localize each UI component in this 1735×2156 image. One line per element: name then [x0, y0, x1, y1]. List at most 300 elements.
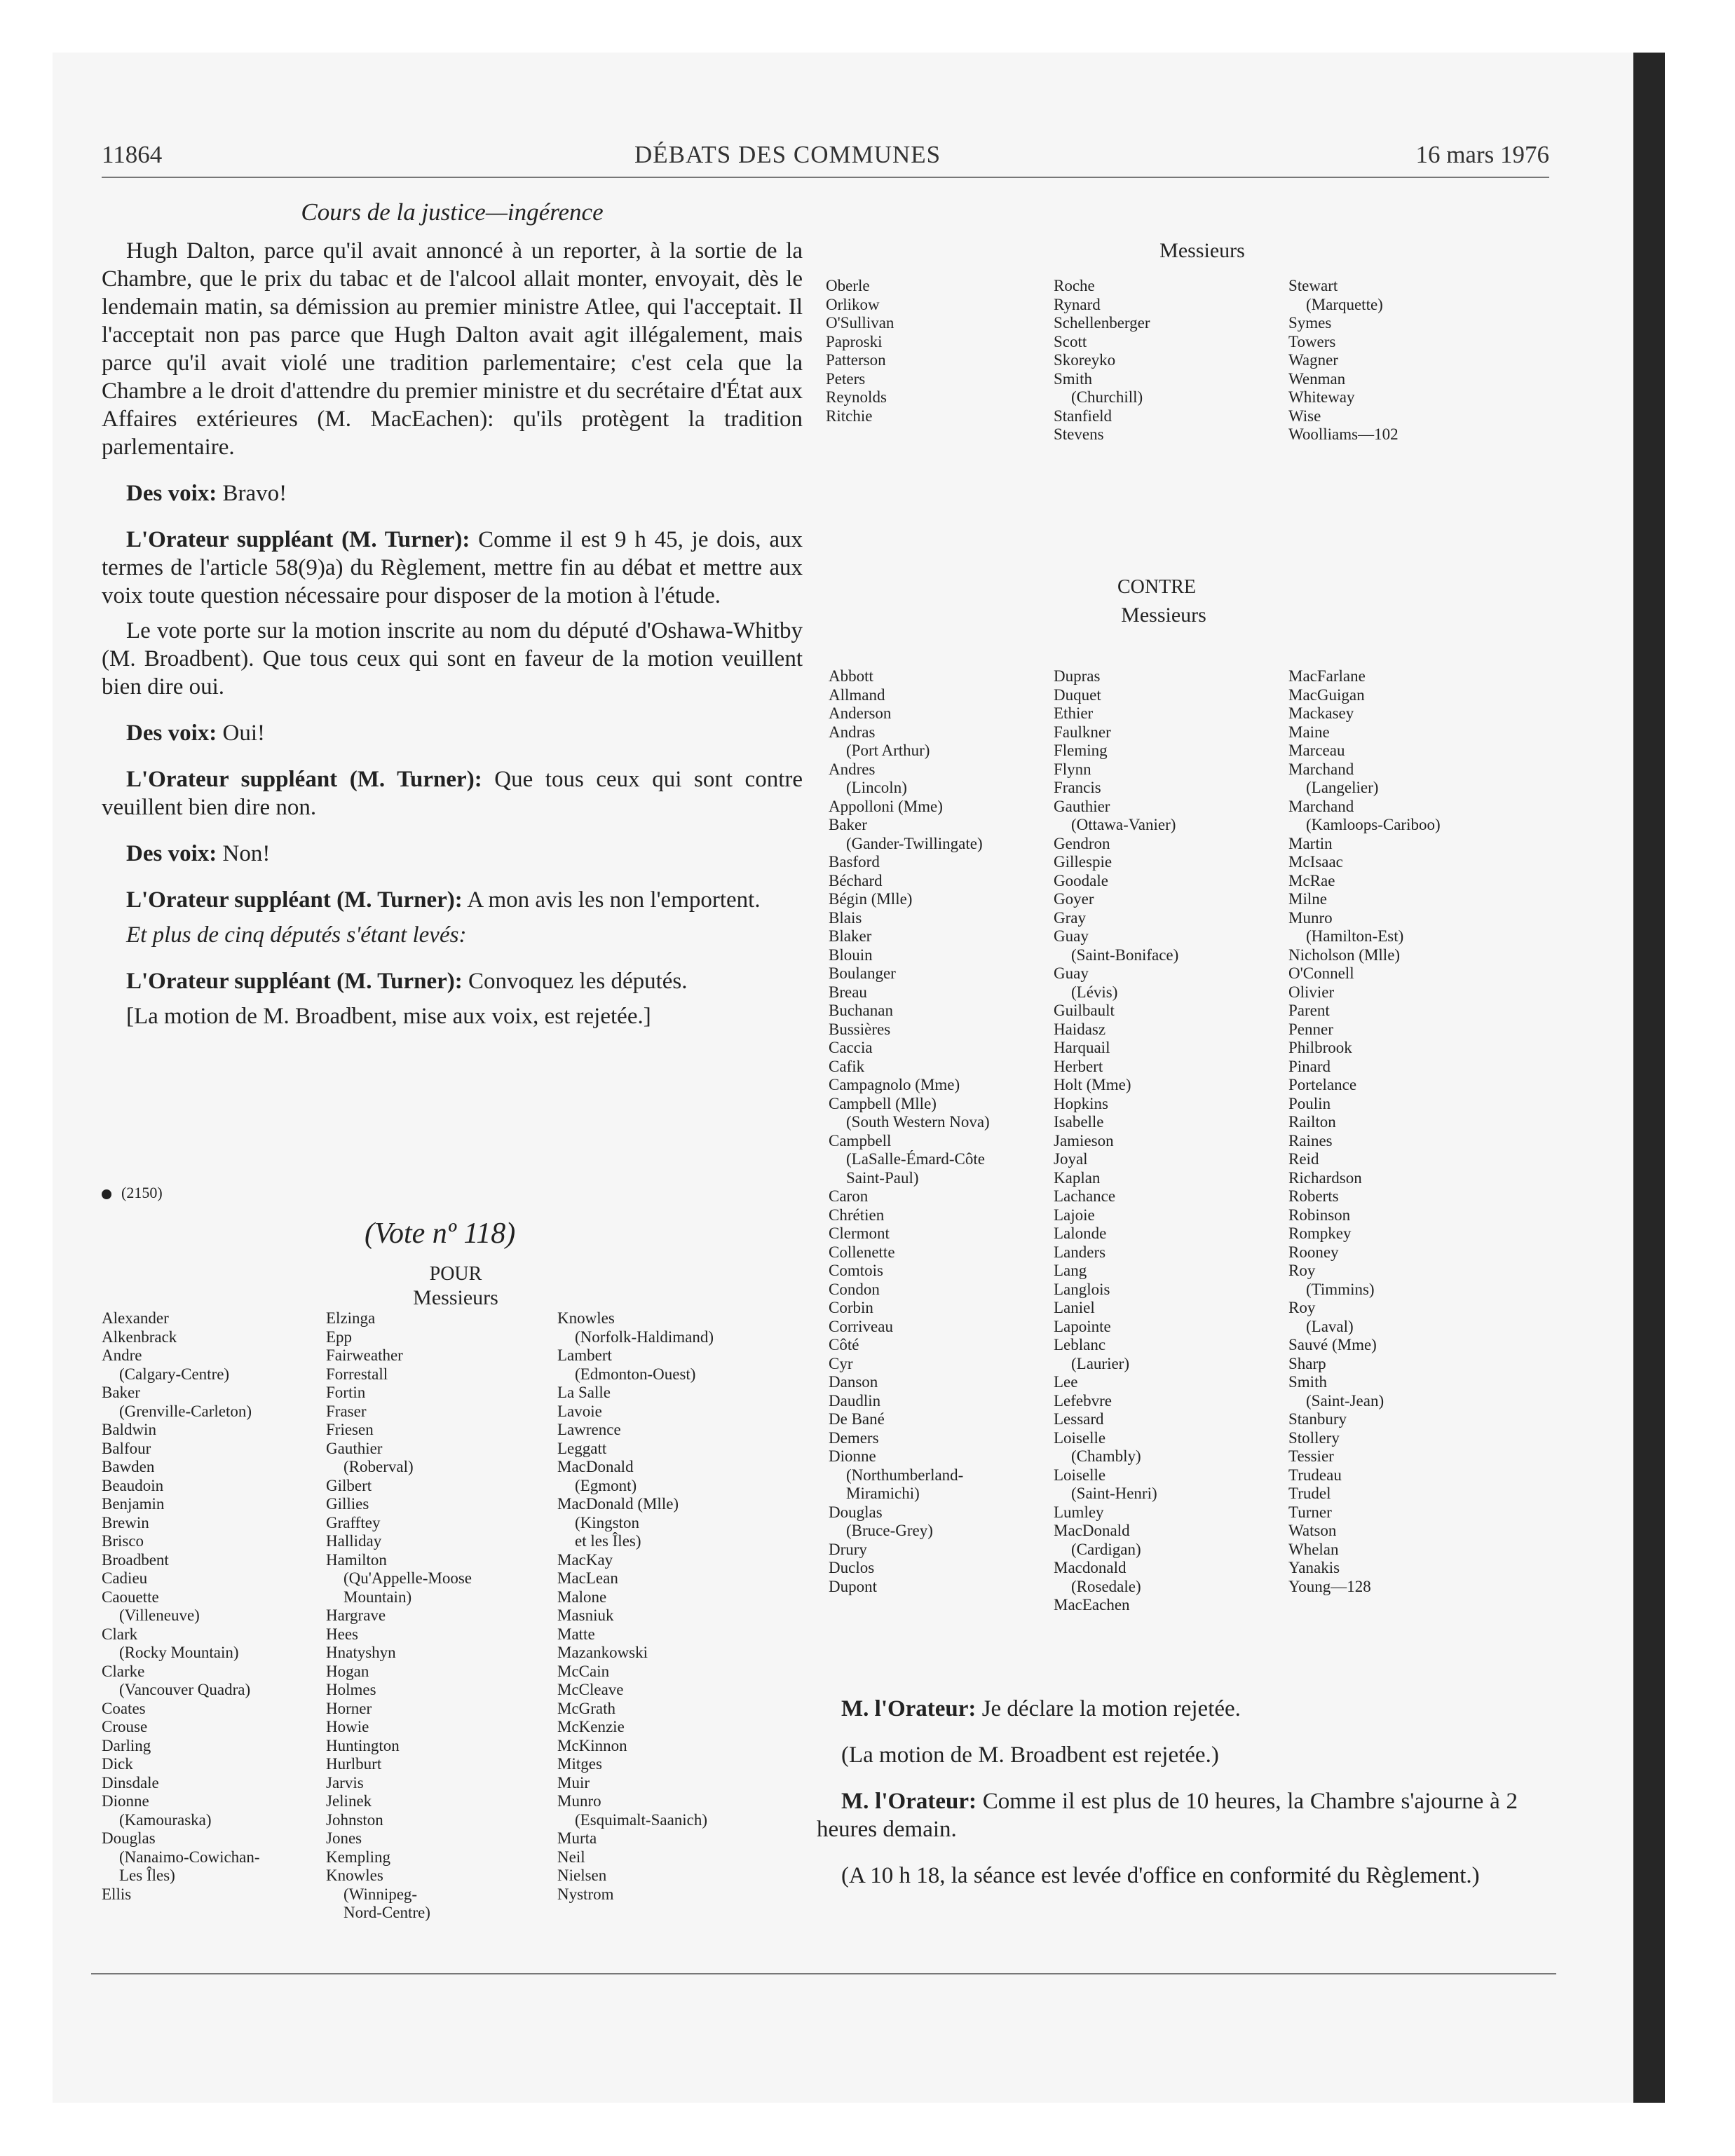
member-name: Ellis: [102, 1885, 132, 1903]
member-name: Brewin: [102, 1513, 149, 1531]
member-name: Kaplan: [1054, 1168, 1101, 1187]
member-name: Daudlin: [829, 1391, 881, 1410]
member-name: Lawrence: [557, 1421, 621, 1438]
member-name: Yanakis: [1288, 1559, 1340, 1576]
member-name: Knowles: [326, 1867, 383, 1884]
member-name: Maine: [1288, 723, 1330, 741]
member-name: Rooney: [1288, 1243, 1339, 1261]
member-name: et les Îles): [575, 1532, 641, 1550]
member-name: (Rocky Mountain): [119, 1644, 239, 1661]
member-name: (Gander-Twillingate): [846, 834, 983, 852]
member-name: Gray: [1054, 908, 1086, 927]
member-name: Wenman: [1288, 369, 1346, 388]
member-name: Hargrave: [326, 1606, 386, 1624]
member-name: Brisco: [102, 1532, 144, 1550]
member-name: Milne: [1288, 890, 1327, 908]
member-name: Oberle: [826, 277, 870, 294]
member-name: Broadbent: [102, 1550, 169, 1569]
member-name: (Bruce-Grey): [846, 1522, 933, 1539]
speaker: L'Orateur suppléant (M. Turner):: [126, 767, 482, 792]
member-name: Whelan: [1288, 1540, 1339, 1558]
paragraph: L'Orateur suppléant (M. Turner): Que tous ceux qui sont contre veuillent bien dire non.: [102, 767, 803, 820]
member-name: Mitges: [557, 1755, 602, 1773]
contre-names-col-1: [829, 667, 990, 1596]
member-name: Mazankowski: [557, 1644, 648, 1661]
member-name: Roy: [1288, 1262, 1316, 1279]
member-name: (Villeneuve): [119, 1606, 200, 1624]
member-name: Scott: [1054, 332, 1087, 350]
member-name: Masniuk: [557, 1606, 614, 1624]
member-name: (Port Arthur): [846, 742, 930, 759]
member-name: O'Connell: [1288, 964, 1354, 982]
member-name: Guay: [1054, 927, 1089, 945]
member-name: Sauvé (Mme): [1288, 1336, 1377, 1353]
member-name: Laniel: [1054, 1299, 1095, 1316]
right-column-text: [817, 1695, 1518, 1908]
member-name: Lalonde: [1054, 1224, 1107, 1242]
member-name: MacFarlane: [1288, 667, 1366, 685]
member-name: Skoreyko: [1054, 351, 1116, 369]
member-name: O'Sullivan: [826, 314, 894, 332]
member-name: Loiselle: [1054, 1466, 1106, 1484]
member-name: Rynard: [1054, 295, 1101, 313]
member-name: Lang: [1054, 1262, 1087, 1279]
member-name: Breau: [829, 983, 867, 1001]
member-name: Kempling: [326, 1848, 390, 1866]
member-name: Duquet: [1054, 685, 1101, 704]
member-name: Lapointe: [1054, 1317, 1111, 1335]
member-name: Lefebvre: [1054, 1391, 1112, 1410]
speaker: L'Orateur suppléant (M. Turner):: [126, 887, 463, 913]
member-name: (Hamilton-Est): [1306, 927, 1404, 945]
member-name: (Churchill): [1071, 388, 1143, 406]
member-name: Ritchie: [826, 407, 873, 425]
pour-messieurs-heading: Messieurs: [413, 1286, 498, 1309]
member-name: Corriveau: [829, 1317, 893, 1335]
member-name: (Laval): [1306, 1317, 1354, 1335]
member-name: Munro: [557, 1792, 601, 1810]
member-name: Macdonald: [1054, 1559, 1127, 1576]
member-name: Caccia: [829, 1039, 873, 1056]
member-name: (Qu'Appelle-Moose: [343, 1569, 472, 1587]
member-name: Clarke: [102, 1662, 145, 1680]
member-name: Saint-Paul): [846, 1168, 919, 1187]
member-name: Lumley: [1054, 1503, 1104, 1521]
scan-edge-shadow: [1633, 53, 1665, 2103]
member-name: Hogan: [326, 1662, 369, 1680]
member-name: Comtois: [829, 1262, 883, 1279]
member-name: Guilbault: [1054, 1002, 1115, 1019]
member-name: Olivier: [1288, 983, 1335, 1001]
member-name: MacEachen: [1054, 1596, 1130, 1613]
speaker: M. l'Orateur:: [841, 1696, 977, 1721]
member-name: Hnatyshyn: [326, 1644, 396, 1661]
pour-continued-names-col-3: [1288, 277, 1399, 444]
member-name: Demers: [829, 1428, 879, 1447]
member-name: (Calgary-Centre): [119, 1365, 230, 1383]
member-name: Jelinek: [326, 1792, 372, 1810]
member-name: (Kingston: [575, 1513, 639, 1531]
member-name: Friesen: [326, 1421, 374, 1438]
member-name: Trudel: [1288, 1485, 1331, 1502]
member-name: Clermont: [829, 1224, 890, 1242]
member-name: Isabelle: [1054, 1113, 1104, 1131]
paragraph: Des voix: Non!: [126, 841, 271, 866]
member-name: MacGuigan: [1288, 685, 1365, 704]
member-name: Mountain): [343, 1588, 412, 1606]
member-name: MacKay: [557, 1550, 613, 1569]
page-number: 11864: [102, 141, 163, 168]
member-name: Nielsen: [557, 1867, 607, 1884]
member-name: Fairweather: [326, 1346, 403, 1364]
header-divider: [102, 177, 1549, 178]
member-name: (Esquimalt-Saanich): [575, 1810, 708, 1829]
member-name: Muir: [557, 1773, 590, 1792]
member-name: Campbell (Mlle): [829, 1094, 937, 1112]
pour-names-col-3: [557, 1309, 714, 1904]
member-name: Stanbury: [1288, 1410, 1347, 1428]
member-name: Abbott: [829, 667, 873, 685]
member-name: (Egmont): [575, 1476, 637, 1494]
member-name: Towers: [1288, 332, 1336, 350]
paragraph: M. l'Orateur: Je déclare la motion rejetée.: [841, 1696, 1241, 1721]
member-name: (Saint-Henri): [1071, 1485, 1157, 1502]
member-name: Lavoie: [557, 1402, 602, 1420]
member-name: Lajoie: [1054, 1206, 1095, 1224]
member-name: Appolloni (Mme): [829, 797, 943, 815]
member-name: McGrath: [557, 1699, 616, 1717]
bullet-dot: [102, 1189, 111, 1199]
member-name: Marchand: [1288, 797, 1354, 815]
member-name: Duclos: [829, 1559, 875, 1576]
member-name: Forrestall: [326, 1365, 388, 1383]
member-name: Campbell: [829, 1131, 892, 1149]
member-name: Holmes: [326, 1681, 376, 1698]
member-name: (Northumberland-: [846, 1466, 964, 1484]
member-name: Patterson: [826, 351, 886, 369]
member-name: Poulin: [1288, 1094, 1331, 1112]
member-name: Nystrom: [557, 1885, 614, 1903]
member-name: (Kamouraska): [119, 1810, 212, 1829]
member-name: Martin: [1288, 834, 1333, 852]
paragraph: (A 10 h 18, la séance est levée d'office en conformité du Règlement.): [841, 1863, 1480, 1888]
member-name: Cafik: [829, 1057, 865, 1075]
issue-date: 16 mars 1976: [1415, 141, 1549, 168]
member-name: Hamilton: [326, 1550, 387, 1569]
member-name: (Vancouver Quadra): [119, 1681, 251, 1698]
member-name: Ethier: [1054, 704, 1094, 722]
pour-continued-names-col-2: [1054, 277, 1150, 444]
member-name: Coates: [102, 1699, 146, 1717]
member-name: Gilbert: [326, 1476, 372, 1494]
paragraph: Hugh Dalton, parce qu'il avait annoncé à un reporter, à la sortie de la Chambre, que le prix du tabac et de l'alcool allait monter, envoyait, dès le lendemain matin, sa démission au premier ministre Atlee, qui l'acceptait. Il l'acceptait non pas parce que Hugh Dalton avait agit illégalement, mais parce qu'il avait violé une tradition parlementaire; c'est cela que la Chambre a le droit d'attendre du premier ministre et du secrétaire d'État aux Affaires extérieures (M. MacEachen): qu'ils protègent la tradition parlementaire.: [102, 238, 803, 460]
member-name: Wagner: [1288, 351, 1338, 369]
member-name: Dupras: [1054, 667, 1101, 685]
member-name: Elzinga: [326, 1309, 376, 1327]
member-name: Stollery: [1288, 1428, 1340, 1447]
speaker: Des voix:: [126, 841, 217, 866]
member-name: Stanfield: [1054, 407, 1113, 425]
member-name: Smith: [1288, 1373, 1327, 1391]
member-name: (Cardigan): [1071, 1540, 1141, 1558]
member-name: (Edmonton-Ouest): [575, 1365, 696, 1383]
member-name: Balfour: [102, 1439, 151, 1457]
member-name: Knowles: [557, 1309, 615, 1327]
member-name: Stewart: [1288, 277, 1338, 294]
member-name: Andre: [102, 1346, 142, 1364]
member-name: Holt (Mme): [1054, 1076, 1131, 1093]
member-name: (Marquette): [1306, 295, 1383, 313]
member-name: Nicholson (Mlle): [1288, 946, 1401, 964]
member-name: Watson: [1288, 1522, 1337, 1539]
member-name: Fleming: [1054, 742, 1108, 759]
member-name: La Salle: [557, 1384, 611, 1401]
member-name: Murta: [557, 1829, 597, 1847]
member-name: Boulanger: [829, 964, 896, 982]
member-name: McCain: [557, 1662, 610, 1680]
section-title: Cours de la justice—ingérence: [301, 198, 604, 226]
speaker: Des voix:: [126, 481, 217, 506]
member-name: (Kamloops-Cariboo): [1306, 816, 1441, 833]
member-name: (Ottawa-Vanier): [1071, 816, 1176, 833]
speaker: Des voix:: [126, 721, 217, 746]
member-name: Rompkey: [1288, 1224, 1352, 1242]
member-name: Johnston: [326, 1810, 383, 1829]
member-name: Beaudoin: [102, 1476, 164, 1494]
member-name: (Chambly): [1071, 1447, 1141, 1465]
member-name: Gauthier: [326, 1439, 383, 1457]
member-name: McRae: [1288, 871, 1335, 889]
member-name: Pinard: [1288, 1057, 1331, 1075]
member-name: Danson: [829, 1373, 878, 1391]
member-name: Béchard: [829, 871, 883, 889]
time-marker: (2150): [102, 1183, 163, 1203]
member-name: (South Western Nova): [846, 1113, 990, 1131]
member-name: Côté: [829, 1336, 859, 1353]
member-name: Smith: [1054, 369, 1092, 388]
member-name: Cyr: [829, 1354, 853, 1372]
member-name: Alkenbrack: [102, 1328, 177, 1346]
member-name: Anderson: [829, 704, 892, 722]
member-name: Bussières: [829, 1020, 891, 1038]
member-name: Basford: [829, 853, 880, 871]
member-name: Blouin: [829, 946, 873, 964]
member-name: Jamieson: [1054, 1131, 1114, 1149]
member-name: MacDonald: [557, 1458, 634, 1475]
member-name: Condon: [829, 1280, 880, 1298]
member-name: Bégin (Mlle): [829, 890, 913, 908]
member-name: (Nanaimo-Cowichan-: [119, 1848, 260, 1866]
member-name: Orlikow: [826, 295, 880, 313]
member-name: Howie: [326, 1718, 369, 1735]
member-name: McKinnon: [557, 1736, 627, 1754]
member-name: Roberts: [1288, 1187, 1339, 1205]
member-name: Dionne: [102, 1792, 149, 1810]
member-name: Reynolds: [826, 388, 887, 406]
member-name: Lee: [1054, 1373, 1078, 1391]
member-name: Lessard: [1054, 1410, 1104, 1428]
member-name: (Grenville-Carleton): [119, 1402, 252, 1420]
member-name: Gauthier: [1054, 797, 1110, 815]
member-name: Woolliams—102: [1288, 425, 1399, 443]
member-name: Leblanc: [1054, 1336, 1106, 1353]
member-name: Turner: [1288, 1503, 1332, 1521]
left-column-text: [102, 198, 803, 1049]
member-name: Chrétien: [829, 1206, 885, 1224]
member-name: Penner: [1288, 1020, 1333, 1038]
member-name: (Lévis): [1071, 983, 1118, 1001]
member-name: Hopkins: [1054, 1094, 1108, 1112]
member-name: Harquail: [1054, 1039, 1110, 1056]
member-name: Hees: [326, 1625, 358, 1643]
member-name: Marceau: [1288, 742, 1345, 759]
member-name: Francis: [1054, 779, 1101, 796]
member-name: Corbin: [829, 1299, 873, 1316]
member-name: Trudeau: [1288, 1466, 1342, 1484]
member-name: Parent: [1288, 1002, 1330, 1019]
member-name: MacLean: [557, 1569, 618, 1587]
member-name: Gillies: [326, 1495, 369, 1513]
member-name: Dinsdale: [102, 1773, 159, 1792]
pour-continued-messieurs-heading: Messieurs: [1159, 239, 1245, 262]
member-name: Andres: [829, 760, 876, 778]
contre-messieurs-heading: Messieurs: [1121, 603, 1206, 627]
member-name: Campagnolo (Mme): [829, 1076, 960, 1093]
member-name: (Saint-Jean): [1306, 1391, 1384, 1410]
member-name: Allmand: [829, 685, 885, 704]
member-name: Benjamin: [102, 1495, 165, 1513]
member-name: Wise: [1288, 407, 1321, 425]
member-name: Drury: [829, 1540, 867, 1558]
member-name: Haidasz: [1054, 1020, 1106, 1038]
member-name: (Timmins): [1306, 1280, 1375, 1298]
member-name: Dupont: [829, 1577, 877, 1595]
member-name: Lachance: [1054, 1187, 1116, 1205]
member-name: Baldwin: [102, 1421, 156, 1438]
member-name: Goyer: [1054, 890, 1094, 908]
member-name: Douglas: [102, 1829, 156, 1847]
member-name: Baker: [102, 1384, 140, 1401]
member-name: Blais: [829, 908, 862, 927]
paragraph: M. l'Orateur: Comme il est plus de 10 heures, la Chambre s'ajourne à 2 heures demain.: [817, 1789, 1518, 1842]
member-name: Bawden: [102, 1458, 155, 1475]
member-name: Epp: [326, 1328, 353, 1346]
member-name: McCleave: [557, 1681, 624, 1698]
footer-divider: [91, 1973, 1556, 1974]
member-name: Goodale: [1054, 871, 1108, 889]
member-name: Malone: [557, 1588, 607, 1606]
member-name: Reid: [1288, 1150, 1319, 1168]
member-name: Jones: [326, 1829, 362, 1847]
member-name: Schellenberger: [1054, 314, 1150, 332]
speaker: M. l'Orateur:: [841, 1789, 977, 1814]
member-name: Roy: [1288, 1299, 1316, 1316]
member-name: Loiselle: [1054, 1428, 1106, 1447]
paragraph: L'Orateur suppléant (M. Turner): Comme il est 9 h 45, je dois, aux termes de l'article 58(9)a) du Règlement, mettre fin au débat et mettre aux voix toute question nécessaire pour disposer de la motion à l'étude.: [102, 527, 803, 608]
member-name: Neil: [557, 1848, 585, 1866]
pour-continued-names-col-1: [826, 277, 894, 425]
member-name: Matte: [557, 1625, 595, 1643]
member-name: Faulkner: [1054, 723, 1111, 741]
member-name: Herbert: [1054, 1057, 1103, 1075]
member-name: Douglas: [829, 1503, 883, 1521]
contre-names-col-2: [1054, 667, 1178, 1615]
member-name: Portelance: [1288, 1076, 1357, 1093]
member-name: Baker: [829, 816, 867, 833]
member-name: Peters: [826, 369, 866, 388]
member-name: Horner: [326, 1699, 372, 1717]
paragraph: Des voix: Oui!: [126, 721, 265, 746]
member-name: Sharp: [1288, 1354, 1326, 1372]
member-name: Flynn: [1054, 760, 1091, 778]
paragraph: (La motion de M. Broadbent est rejetée.): [841, 1742, 1219, 1768]
member-name: Richardson: [1288, 1168, 1362, 1187]
speaker: L'Orateur suppléant (M. Turner):: [126, 969, 463, 994]
contre-heading: CONTRE: [1117, 576, 1196, 598]
member-name: Leggatt: [557, 1439, 607, 1457]
member-name: Miramichi): [846, 1485, 920, 1502]
paragraph: L'Orateur suppléant (M. Turner): Convoquez les députés.: [126, 969, 688, 994]
member-name: Fraser: [326, 1402, 367, 1420]
member-name: Dick: [102, 1755, 133, 1773]
member-name: (Roberval): [343, 1458, 414, 1475]
member-name: Stevens: [1054, 425, 1104, 443]
member-name: Caron: [829, 1187, 869, 1205]
member-name: Landers: [1054, 1243, 1106, 1261]
member-name: Jarvis: [326, 1773, 364, 1792]
member-name: Young—128: [1288, 1577, 1371, 1595]
member-name: Darling: [102, 1736, 151, 1754]
member-name: Fortin: [326, 1384, 366, 1401]
pour-names-col-1: [102, 1309, 260, 1904]
member-name: Andras: [829, 723, 876, 741]
publication-title: DÉBATS DES COMMUNES: [634, 141, 941, 168]
member-name: De Bané: [829, 1410, 885, 1428]
paragraph: [La motion de M. Broadbent, mise aux voix, est rejetée.]: [126, 1004, 651, 1029]
speaker: L'Orateur suppléant (M. Turner):: [126, 527, 470, 552]
member-name: Hurlburt: [326, 1755, 382, 1773]
member-name: Tessier: [1288, 1447, 1334, 1465]
paragraph: L'Orateur suppléant (M. Turner): A mon avis les non l'emportent.: [126, 887, 761, 913]
paragraph: Le vote porte sur la motion inscrite au nom du député d'Oshawa-Whitby (M. Broadbent). Que tous ceux qui sont en faveur de la motion veuillent bien dire oui.: [102, 618, 803, 700]
member-name: Whiteway: [1288, 388, 1355, 406]
member-name: Joyal: [1054, 1150, 1088, 1168]
pour-names-col-2: [326, 1309, 472, 1923]
paragraph: Des voix: Bravo!: [126, 481, 287, 506]
member-name: (Langelier): [1306, 779, 1379, 796]
member-name: Mackasey: [1288, 704, 1354, 722]
member-name: (Winnipeg-: [343, 1885, 418, 1903]
paragraph: Et plus de cinq députés s'étant levés:: [126, 922, 467, 948]
member-name: (Rosedale): [1071, 1577, 1141, 1595]
member-name: Crouse: [102, 1718, 148, 1735]
member-name: Dionne: [829, 1447, 876, 1465]
member-name: Philbrook: [1288, 1039, 1352, 1056]
member-name: Symes: [1288, 314, 1332, 332]
contre-names-col-3: [1288, 667, 1441, 1596]
pour-heading: POUR: [429, 1263, 482, 1285]
member-name: Gendron: [1054, 834, 1110, 852]
member-name: McIsaac: [1288, 853, 1343, 871]
member-name: Guay: [1054, 964, 1089, 982]
member-name: Alexander: [102, 1309, 169, 1327]
member-name: Cadieu: [102, 1569, 148, 1587]
member-name: MacDonald: [1054, 1522, 1130, 1539]
member-name: (Saint-Boniface): [1071, 946, 1179, 964]
member-name: Gillespie: [1054, 853, 1113, 871]
member-name: MacDonald (Mlle): [557, 1495, 679, 1513]
member-name: Roche: [1054, 277, 1095, 294]
